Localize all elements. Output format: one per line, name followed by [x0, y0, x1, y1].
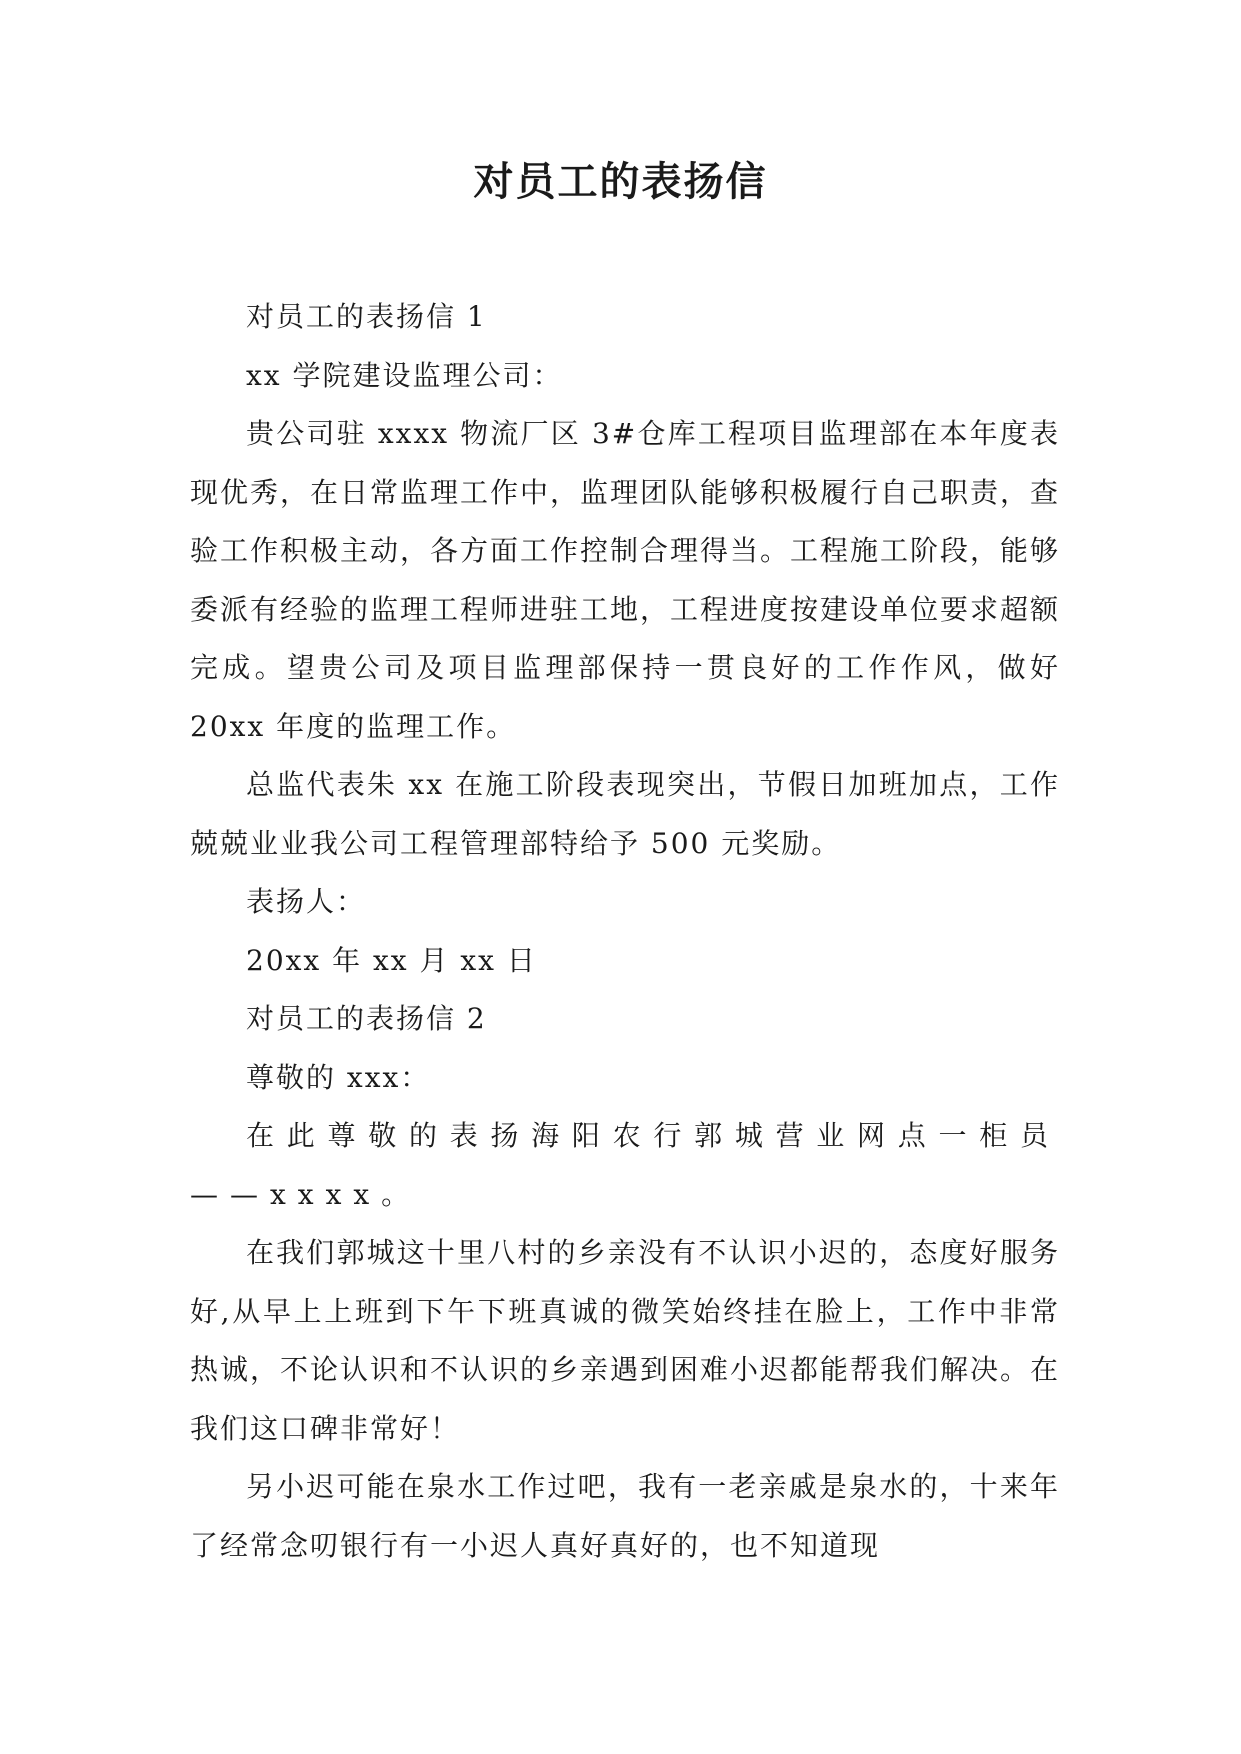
- letter-1-paragraph-1: 贵公司驻 xxxx 物流厂区 3#仓库工程项目监理部在本年度表现优秀，在日常监理工作中，监理团队能够积极履行自己职责，查验工作积极主动，各方面工作控制合理得当。工程施工阶段，能够委派有经验的监理工程师进驻工地，工程进度按建设单位要求超额完成。望贵公司及项目监理部保持一贯良好的工作作风，做好 20xx 年度的监理工作。: [190, 417, 1061, 743]
- letter-2-paragraph-1: 在此尊敬的表扬海阳农行郭城营业网点一柜员——xxxx。: [190, 1119, 1060, 1211]
- letter-1-salutation: xx 学院建设监理公司：: [246, 358, 563, 392]
- letter-1-date: 20xx 年 xx 月 xx 日: [246, 943, 537, 977]
- letter-2-paragraph-2: 在我们郭城这十里八村的乡亲没有不认识小迟的，态度好服务好,从早上上班到下午下班真诚的微笑始终挂在脸上，工作中非常热诚，不论认识和不认识的乡亲遇到困难小迟都能帮我们解决。在我们这口碑非常好！: [190, 1236, 1061, 1445]
- letter-1-heading: 对员工的表扬信 1: [246, 300, 487, 333]
- letter-2-paragraph-3: 另小迟可能在泉水工作过吧，我有一老亲戚是泉水的，十来年了经常念叨银行有一小迟人真好真好的，也不知道现: [190, 1470, 1060, 1562]
- document-title: 对员工的表扬信: [473, 158, 768, 205]
- letter-2-heading: 对员工的表扬信 2: [246, 1002, 487, 1035]
- letter-1-signer: 表扬人：: [246, 885, 367, 918]
- letter-2-salutation: 尊敬的 xxx：: [246, 1060, 431, 1094]
- letter-1-paragraph-2: 总监代表朱 xx 在施工阶段表现突出，节假日加班加点，工作兢兢业业我公司工程管理部特给予 500 元奖励。: [190, 768, 1060, 860]
- document-body: [190, 288, 1060, 1575]
